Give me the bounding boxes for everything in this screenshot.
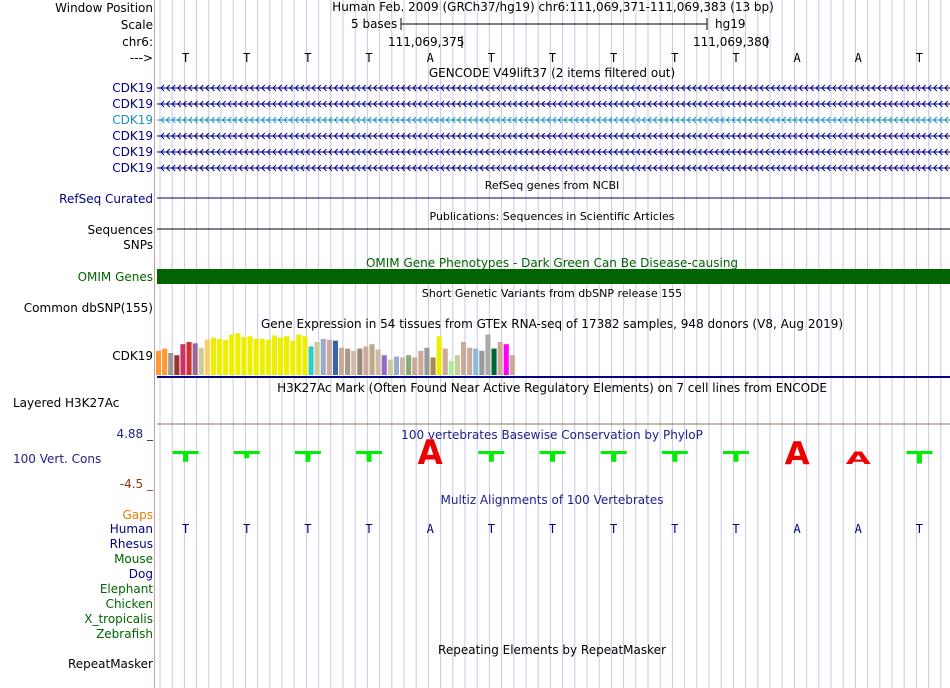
gtex-bar	[248, 336, 253, 375]
refseq-track-label[interactable]: RefSeq Curated	[59, 192, 153, 206]
gtex-bar	[339, 348, 344, 375]
alignment-base: A	[426, 522, 434, 536]
gtex-bar	[180, 344, 185, 375]
gtex-bar	[174, 355, 179, 375]
gtex-bar	[284, 336, 289, 375]
h3k27ac-track-title[interactable]: H3K27Ac Mark (Often Found Near Active Regulatory Elements) on 7 cell lines from ENCODE	[277, 381, 827, 395]
alignment-base: T	[610, 522, 618, 536]
gtex-bar	[400, 357, 405, 375]
gtex-bar	[211, 338, 216, 375]
gtex-bar	[241, 337, 246, 375]
h3k27ac-track-label[interactable]: Layered H3K27Ac	[13, 396, 120, 410]
gencode-track-title[interactable]: GENCODE V49lift37 (2 items filtered out)	[428, 66, 676, 80]
repeatmasker-track-label[interactable]: RepeatMasker	[67, 657, 153, 671]
gtex-bar	[363, 346, 368, 375]
gtex-bar	[345, 349, 350, 375]
gtex-bar	[412, 357, 417, 375]
alignment-base: A	[854, 522, 862, 536]
alignment-base: T	[243, 522, 251, 536]
gtex-bar	[418, 351, 423, 375]
gtex-bar	[315, 342, 320, 375]
gtex-bar	[266, 340, 271, 375]
gencode-item-label[interactable]: CDK19	[112, 145, 153, 159]
alignment-base: T	[304, 522, 312, 536]
gencode-item-label[interactable]: CDK19	[112, 113, 153, 127]
gtex-bar	[424, 348, 429, 375]
base-letter: T	[487, 51, 495, 65]
strand-label: --->	[129, 51, 153, 65]
gtex-bar	[443, 349, 448, 375]
phylop-max-label: 4.88 _	[116, 427, 153, 441]
gaps-label: Gaps	[122, 508, 153, 522]
gtex-bar	[357, 349, 362, 375]
window-position-label: Window Position	[55, 1, 153, 15]
phylop-base-glyph	[611, 451, 616, 462]
ruler-position-right: 111,069,380	[693, 35, 770, 49]
gtex-bar	[290, 341, 295, 375]
gencode-item-label[interactable]: CDK19	[112, 161, 153, 175]
phylop-base-glyph	[367, 451, 372, 462]
phylop-track-label[interactable]: 100 Vert. Cons	[13, 452, 102, 466]
phylop-base-glyph	[917, 451, 922, 464]
phylop-base-glyph	[489, 451, 494, 462]
omim-bar	[157, 269, 950, 284]
base-letter: T	[365, 51, 373, 65]
alignment-base: T	[548, 522, 557, 536]
gtex-bar	[461, 342, 466, 375]
gtex-bar	[223, 340, 228, 375]
base-letter: A	[793, 51, 801, 65]
db-text: hg19	[715, 17, 746, 31]
base-letter: A	[426, 51, 434, 65]
phylop-base-glyph: A	[417, 432, 443, 473]
species-label-zebrafish[interactable]: Zebrafish	[96, 627, 153, 641]
repeatmasker-track-title[interactable]: Repeating Elements by RepeatMasker	[438, 643, 666, 657]
base-letter: T	[548, 51, 557, 65]
gtex-bar	[321, 339, 326, 375]
dbsnp-track-label[interactable]: Common dbSNP(155)	[23, 301, 153, 315]
phylop-base-glyph	[183, 451, 188, 462]
phylop-track-title[interactable]: 100 vertebrates Basewise Conservation by PhyloP	[401, 428, 703, 442]
species-label-dog[interactable]: Dog	[128, 567, 153, 581]
scale-bar-text: 5 bases	[351, 17, 398, 31]
gtex-bar	[254, 339, 259, 375]
gtex-gene-label[interactable]: CDK19	[112, 349, 153, 363]
publications-track-title[interactable]: Publications: Sequences in Scientific Articles	[429, 210, 675, 223]
scale-label: Scale	[120, 18, 153, 32]
gtex-bar	[168, 353, 173, 375]
omim-track-title[interactable]: OMIM Gene Phenotypes - Dark Green Can Be Disease-causing	[365, 256, 739, 270]
gtex-bar	[260, 339, 265, 375]
gtex-bar	[388, 360, 393, 375]
gencode-item-label[interactable]: CDK19	[112, 81, 153, 95]
species-label-elephant[interactable]: Elephant	[99, 582, 153, 596]
gtex-bar	[510, 355, 515, 375]
chrom-label: chr6:	[122, 35, 153, 49]
species-label-rhesus[interactable]: Rhesus	[109, 537, 153, 551]
base-letter: T	[671, 51, 679, 65]
base-letter: T	[915, 51, 924, 65]
gtex-bar	[449, 361, 454, 375]
gtex-bar	[504, 344, 509, 375]
snps-label[interactable]: SNPs	[123, 238, 153, 252]
gencode-item-label[interactable]: CDK19	[112, 129, 153, 143]
base-letter: T	[243, 51, 251, 65]
gtex-bar	[272, 335, 277, 375]
multiz-track-title[interactable]: Multiz Alignments of 100 Vertebrates	[440, 493, 664, 507]
alignment-base: T	[671, 522, 679, 536]
gtex-bar	[235, 333, 240, 375]
base-letter: T	[181, 51, 190, 65]
alignment-base: T	[732, 522, 740, 536]
ruler-position-left: 111,069,375	[388, 35, 465, 49]
phylop-min-label: -4.5 _	[119, 477, 153, 491]
assembly-position-text: Human Feb. 2009 (GRCh37/hg19) chr6:111,069,371-111,069,383 (13 bp)	[332, 0, 774, 14]
phylop-base-glyph: A	[784, 435, 810, 472]
alignment-base: T	[915, 522, 924, 536]
species-label-chicken[interactable]: Chicken	[105, 597, 153, 611]
base-letter: A	[854, 51, 862, 65]
gtex-bar	[205, 340, 210, 375]
gtex-bar	[302, 336, 307, 375]
gtex-bar	[406, 355, 411, 375]
gtex-bar	[479, 351, 484, 375]
gtex-bar	[431, 357, 436, 375]
phylop-base-glyph: A	[845, 449, 871, 469]
dbsnp-track-title[interactable]: Short Genetic Variants from dbSNP release 155	[421, 287, 683, 300]
phylop-base-glyph	[733, 451, 738, 462]
gtex-bar	[467, 348, 472, 375]
gtex-bar	[351, 351, 356, 375]
gtex-bar	[187, 342, 192, 375]
gtex-bar	[217, 339, 222, 375]
sequences-label[interactable]: Sequences	[87, 223, 153, 237]
gtex-bar	[278, 338, 283, 375]
gtex-bar	[382, 355, 387, 375]
gtex-bar	[376, 349, 381, 375]
gtex-bar	[296, 335, 301, 375]
gtex-bar	[327, 340, 332, 375]
phylop-base-glyph	[672, 451, 677, 462]
gtex-track-title[interactable]: Gene Expression in 54 tissues from GTEx RNA-seq of 17382 samples, 948 donors (V8, Aug 2019)	[260, 317, 844, 331]
gtex-bar	[199, 348, 204, 375]
gtex-bar	[309, 346, 314, 375]
base-letter: T	[610, 51, 618, 65]
gtex-bar	[473, 349, 478, 375]
alignment-base: A	[793, 522, 801, 536]
alignment-base: T	[365, 522, 373, 536]
species-label-x-tropicalis[interactable]: X_tropicalis	[84, 612, 153, 626]
phylop-base-glyph	[305, 451, 310, 462]
gencode-item-label[interactable]: CDK19	[112, 97, 153, 111]
gtex-bar	[492, 349, 497, 375]
alignment-base: T	[487, 522, 495, 536]
species-label-human[interactable]: Human	[109, 522, 153, 536]
base-letter: T	[732, 51, 740, 65]
gtex-bar	[394, 357, 399, 375]
gtex-bar	[455, 355, 460, 375]
gtex-bar	[156, 351, 161, 375]
gtex-bar	[193, 343, 198, 375]
gtex-bar	[162, 349, 167, 375]
phylop-base-glyph	[550, 451, 555, 462]
phylop-base-glyph	[244, 451, 249, 458]
refseq-track-title[interactable]: RefSeq genes from NCBI	[484, 179, 620, 192]
alignment-base: T	[181, 522, 190, 536]
species-label-mouse[interactable]: Mouse	[114, 552, 153, 566]
gtex-bar	[485, 335, 490, 375]
omim-track-label[interactable]: OMIM Genes	[77, 270, 153, 284]
gtex-bar	[498, 342, 503, 375]
base-letter: T	[304, 51, 312, 65]
gtex-bar	[437, 336, 442, 375]
gtex-bar	[333, 341, 338, 375]
gtex-bar	[370, 344, 375, 375]
gtex-bar	[229, 335, 234, 375]
